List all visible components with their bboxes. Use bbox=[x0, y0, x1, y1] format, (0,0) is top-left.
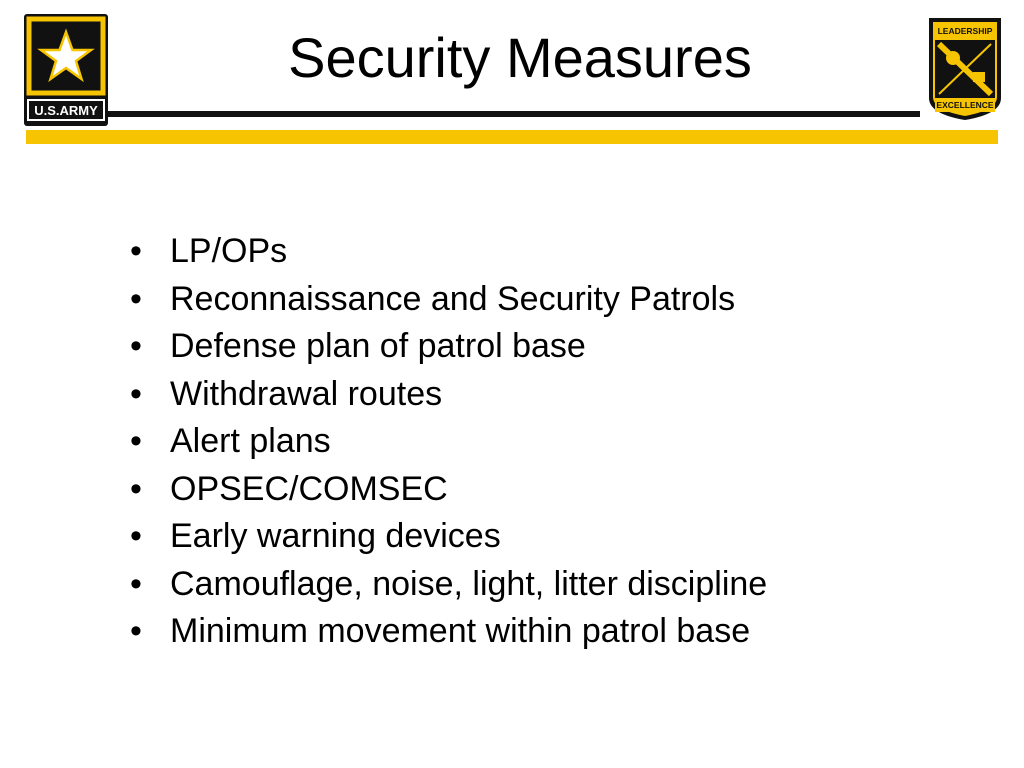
bullet-glyph: • bbox=[130, 469, 142, 508]
bullet-glyph: • bbox=[130, 374, 142, 413]
list-item bbox=[130, 371, 990, 419]
bullet-glyph: • bbox=[130, 327, 142, 365]
bullet-glyph: • bbox=[130, 279, 142, 318]
list-item bbox=[130, 608, 990, 656]
army-star-icon bbox=[24, 14, 108, 126]
header-divider bbox=[108, 111, 920, 117]
bullet-text: Camouflage, noise, light, litter discipline bbox=[170, 564, 768, 603]
bullet-glyph: • bbox=[130, 564, 142, 603]
list-item bbox=[130, 466, 990, 514]
list-item bbox=[130, 323, 990, 371]
bullet-list bbox=[130, 228, 990, 656]
bullet-glyph: • bbox=[130, 517, 142, 555]
list-item bbox=[130, 561, 990, 609]
bullet-glyph: • bbox=[130, 232, 142, 270]
list-item bbox=[130, 513, 990, 561]
army-logo-text: U.S.ARMY bbox=[34, 103, 98, 118]
bullet-glyph: • bbox=[130, 422, 142, 460]
rotc-shield-logo bbox=[925, 14, 1005, 124]
rotc-top-text: LEADERSHIP bbox=[937, 26, 993, 36]
bullet-text: Withdrawal routes bbox=[170, 374, 443, 413]
bullet-text: Minimum movement within patrol base bbox=[170, 612, 751, 650]
bullet-text: OPSEC/COMSEC bbox=[170, 469, 448, 508]
list-item bbox=[130, 228, 990, 276]
rotc-shield-icon bbox=[925, 14, 1005, 124]
bullet-text: Early warning devices bbox=[170, 517, 501, 555]
bullet-text: Defense plan of patrol base bbox=[170, 327, 586, 365]
page-title: Security Measures bbox=[288, 26, 752, 89]
army-star-logo bbox=[24, 14, 108, 126]
bullet-text: Alert plans bbox=[170, 422, 331, 460]
bullet-glyph: • bbox=[130, 612, 142, 650]
bullet-text: LP/OPs bbox=[170, 232, 288, 270]
list-item bbox=[130, 418, 990, 466]
bullet-text: Reconnaissance and Security Patrols bbox=[170, 279, 736, 318]
list-item bbox=[130, 276, 990, 324]
rotc-bottom-text: EXCELLENCE bbox=[936, 100, 994, 110]
gold-band bbox=[26, 130, 998, 144]
